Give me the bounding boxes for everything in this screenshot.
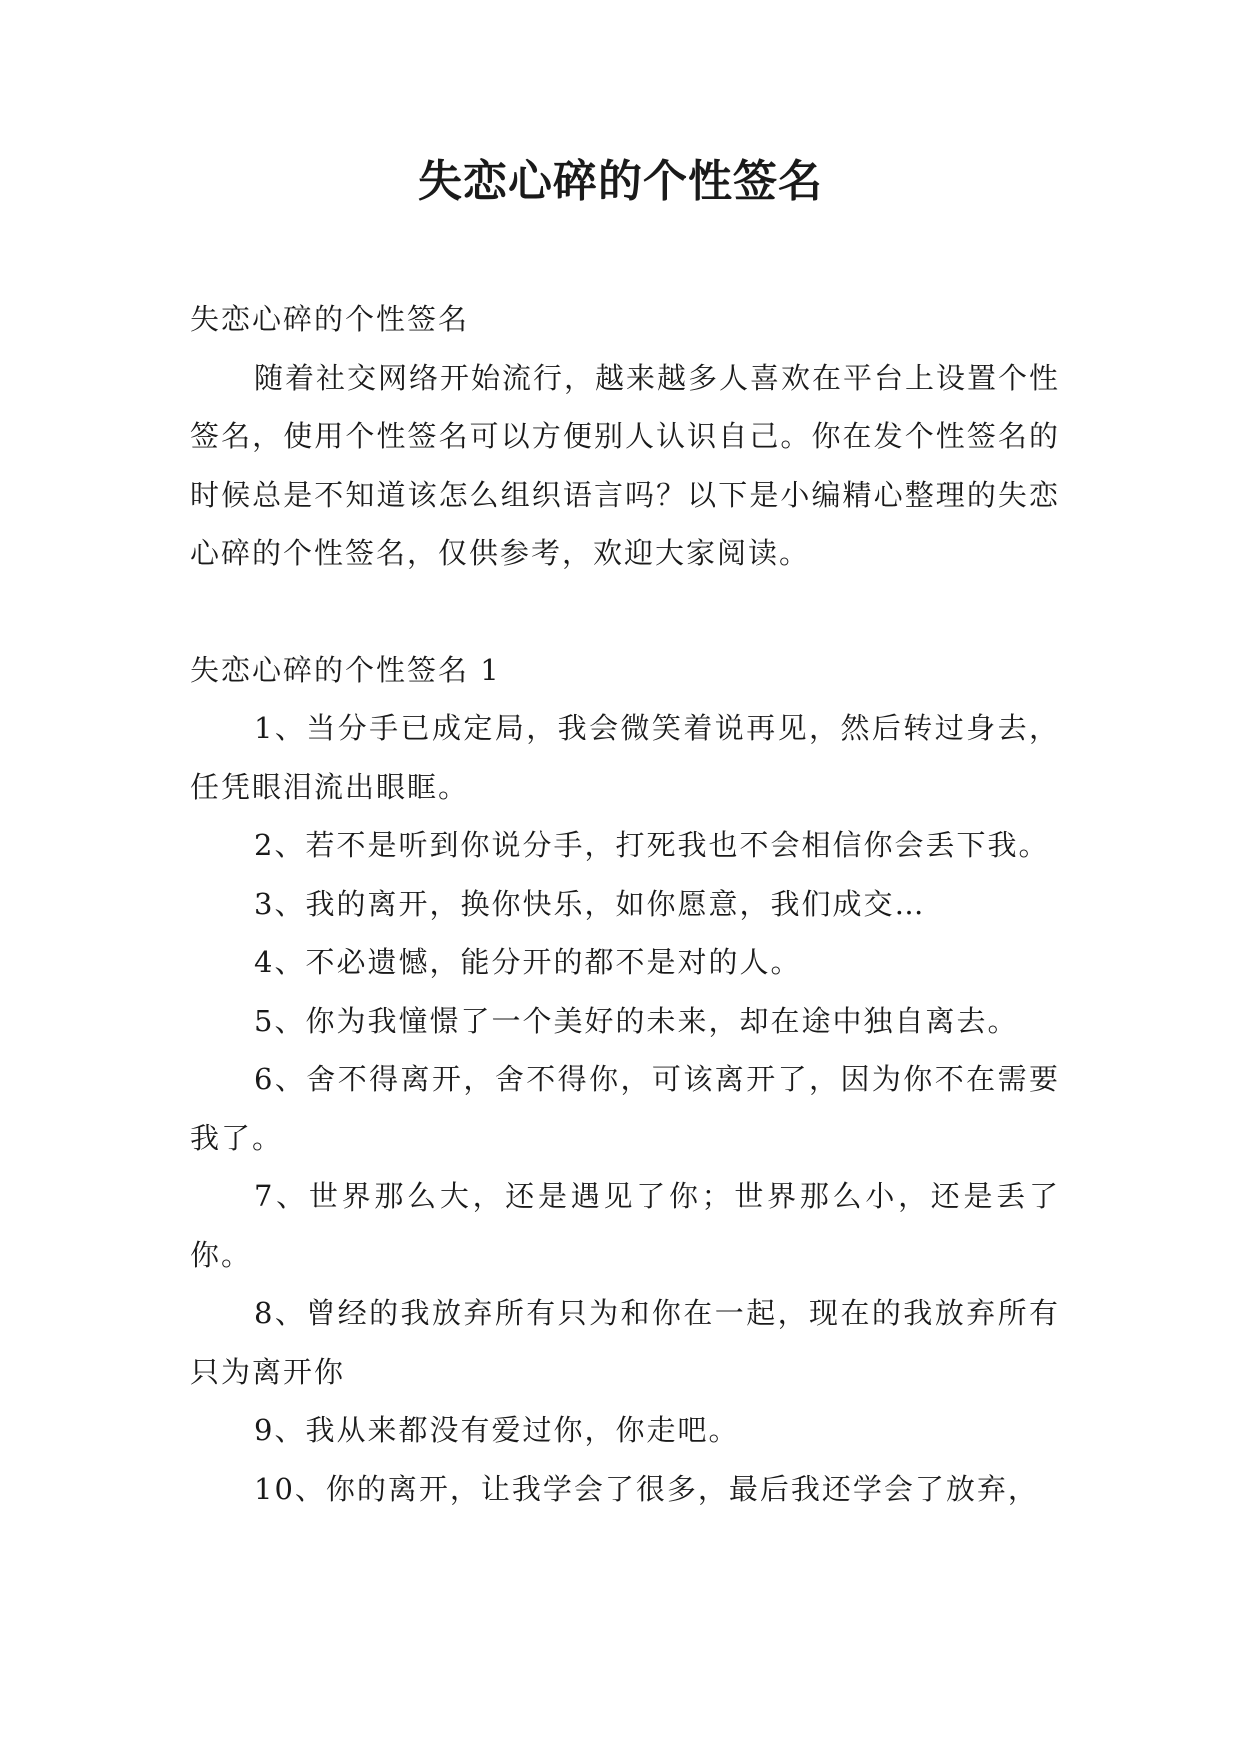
list-item: 1、当分手已成定局，我会微笑着说再见，然后转过身去，任凭眼泪流出眼眶。 [190,711,1060,804]
list-item: 3、我的离开，换你快乐，如你愿意，我们成交… [254,886,926,921]
list-item: 5、你为我憧憬了一个美好的未来，却在途中独自离去。 [254,1003,1019,1038]
list-item: 7、世界那么大，还是遇见了你；世界那么小，还是丢了你。 [190,1179,1060,1272]
list-item: 4、不必遗憾，能分开的都不是对的人。 [254,945,802,979]
list-item: 9、我从来都没有爱过你，你走吧。 [254,1413,740,1447]
document-title: 失恋心碎的个性签名 [418,156,823,207]
intro-heading: 失恋心碎的个性签名 [190,302,470,336]
list-item: 6、舍不得离开，舍不得你，可该离开了，因为你不在需要我了。 [190,1062,1060,1155]
list-item: 2、若不是听到你说分手，打死我也不会相信你会丢下我。 [254,828,1050,862]
document-body [190,290,1060,1518]
list-item: 8、曾经的我放弃所有只为和你在一起，现在的我放弃所有只为离开你 [190,1296,1060,1389]
intro-paragraph: 随着社交网络开始流行，越来越多人喜欢在平台上设置个性签名，使用个性签名可以方便别人认识自己。你在发个性签名的时候总是不知道该怎么组织语言吗？以下是小编精心整理的失恋心碎的个性签名，仅供参考，欢迎大家阅读。 [190,360,1061,570]
section-heading: 失恋心碎的个性签名 1 [190,652,501,687]
list-item: 10、你的离开，让我学会了很多，最后我还学会了放弃， [254,1471,1039,1506]
